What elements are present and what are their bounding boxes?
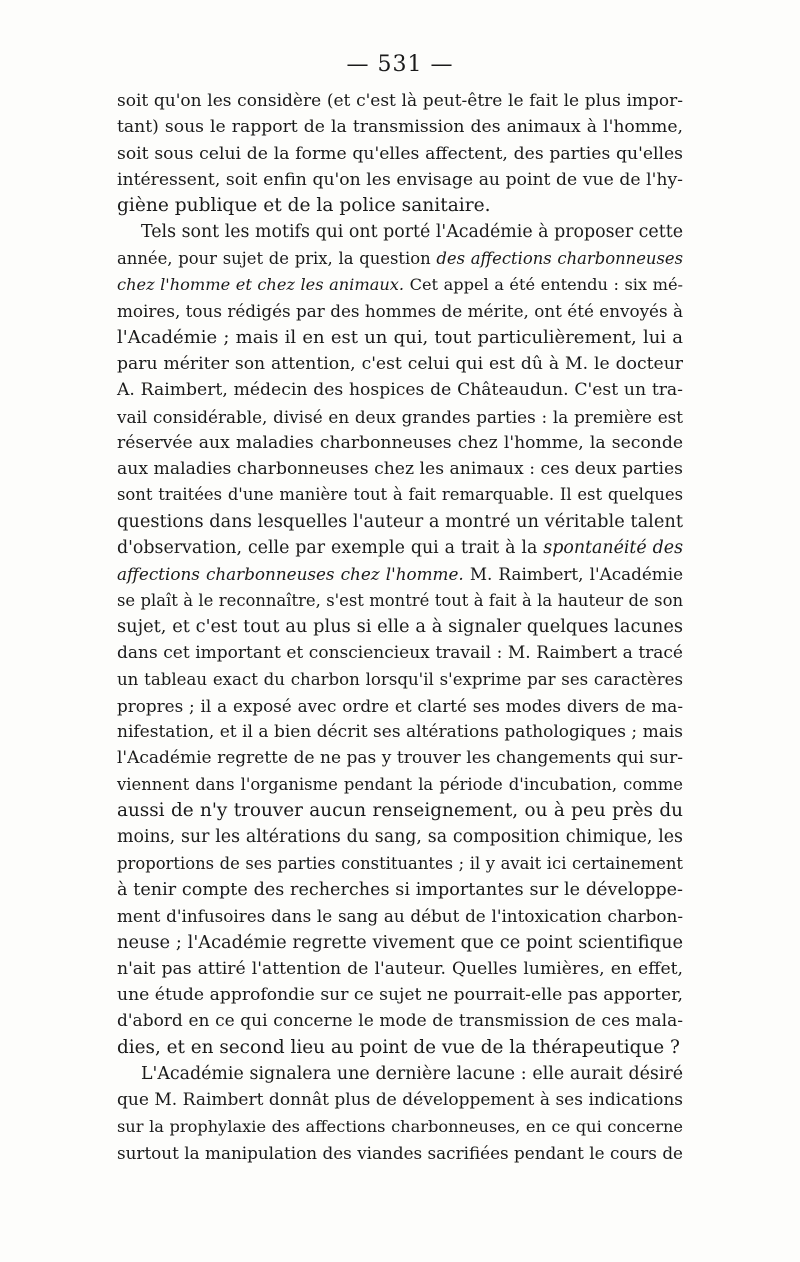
text-line xyxy=(117,219,683,245)
text-line xyxy=(117,851,683,877)
text-segment: d'abord en ce qui concerne le mode de transmission de ces mala- xyxy=(117,1011,683,1032)
text-line xyxy=(117,719,683,745)
text-line xyxy=(117,535,683,561)
text-segment: moires, tous rédigés par des hommes de mérite, ont été envoyés à xyxy=(117,301,683,322)
text-segment: sur la prophylaxie des affections charbonneuses, en ce qui concerne xyxy=(117,1116,683,1136)
text-line xyxy=(117,588,683,614)
text-segment: neuse ; l'Académie regrette vivement que ce point scientifique xyxy=(117,931,683,953)
text-line xyxy=(117,1008,683,1034)
text-segment: l'Académie regrette de ne pas y trouver les changements qui sur- xyxy=(117,748,683,769)
text-line xyxy=(117,325,683,351)
text-segment: nifestation, et il a bien décrit ses altérations pathologiques ; mais xyxy=(117,722,683,743)
text-segment: L'Académie signalera une dernière lacune : elle aurait désiré xyxy=(141,1063,683,1084)
text-segment: aussi de n'y trouver aucun renseignement, ou à peu près du xyxy=(117,800,683,822)
text-segment: moins, sur les altérations du sang, sa composition chimique, les xyxy=(117,827,683,848)
text-segment: Cet appel a été entendu : six mé- xyxy=(404,275,683,295)
body-text xyxy=(117,88,683,1166)
text-line xyxy=(117,1087,683,1113)
text-line xyxy=(117,298,683,324)
text-segment: vail considérable, divisé en deux grandes parties : la première est xyxy=(117,406,683,427)
text-segment: Tels sont les motifs qui ont porté l'Académie à proposer cette xyxy=(141,222,683,243)
text-line xyxy=(117,272,683,298)
text-line xyxy=(117,114,683,140)
text-segment: réservée aux maladies charbonneuses chez l'homme, la seconde xyxy=(117,432,683,453)
text-segment: à tenir compte des recherches si importantes sur le développe- xyxy=(117,879,683,900)
text-line xyxy=(117,824,683,850)
text-line xyxy=(117,772,683,798)
text-line xyxy=(117,1035,683,1061)
italic-text: des affections charbonneuses xyxy=(436,248,683,268)
italic-text: spontanéité des xyxy=(543,538,683,559)
text-segment: tant) sous le rapport de la transmission des animaux à l'homme, xyxy=(117,117,683,138)
text-line xyxy=(117,1114,683,1140)
text-line xyxy=(117,667,683,693)
text-segment: proportions de ses parties constituantes ; il y avait ici certainement xyxy=(117,853,683,873)
text-segment: n'ait pas attiré l'attention de l'auteur. Quelles lumières, en effet, xyxy=(117,958,683,979)
text-line xyxy=(117,141,683,167)
italic-text: affections charbonneuses chez l'homme. xyxy=(117,564,464,585)
text-line xyxy=(117,930,683,956)
page-number: — 531 — xyxy=(346,52,454,77)
text-segment: soit sous celui de la forme qu'elles affectent, des parties qu'elles xyxy=(117,143,683,164)
text-segment: ment d'infusoires dans le sang au début de l'intoxication charbon- xyxy=(117,906,683,927)
text-segment: sont traitées d'une manière tout à fait remarquable. Il est quelques xyxy=(117,485,683,505)
text-segment: soit qu'on les considère (et c'est là peut-être le fait le plus impor- xyxy=(117,91,683,111)
text-line xyxy=(117,1140,683,1166)
text-line xyxy=(117,745,683,771)
text-line xyxy=(117,1061,683,1087)
text-line xyxy=(117,509,683,535)
text-segment: se plaît à le reconnaître, s'est montré tout à fait à la hauteur de son xyxy=(117,590,683,610)
text-line xyxy=(117,377,683,403)
text-segment: d'observation, celle par exemple qui a trait à la xyxy=(117,538,544,559)
text-line xyxy=(117,614,683,640)
italic-text: chez l'homme et chez les animaux. xyxy=(117,275,405,295)
text-line xyxy=(117,456,683,482)
text-line xyxy=(117,404,683,430)
text-line xyxy=(117,956,683,982)
text-segment: l'Académie ; mais il en est un qui, tout particulièrement, lui a xyxy=(117,326,683,348)
text-line xyxy=(117,640,683,666)
text-line xyxy=(117,167,683,193)
text-segment: dans cet important et consciencieux travail : M. Raimbert a tracé xyxy=(117,643,683,664)
text-line xyxy=(117,246,683,272)
text-segment: intéressent, soit enfin qu'on les envisage au point de vue de l'hy- xyxy=(117,169,683,190)
text-line xyxy=(117,351,683,377)
text-segment: propres ; il a exposé avec ordre et clarté ses modes divers de ma- xyxy=(117,695,683,716)
text-segment: questions dans lesquelles l'auteur a montré un véritable talent xyxy=(117,510,683,532)
text-segment: une étude approfondie sur ce sujet ne pourrait-elle pas apporter, xyxy=(117,985,683,1006)
text-line xyxy=(117,982,683,1008)
text-segment: aux maladies charbonneuses chez les animaux : ces deux parties xyxy=(117,459,683,480)
text-segment: dies, et en second lieu au point de vue de la thérapeutique ? xyxy=(117,1036,680,1058)
text-segment: sujet, et c'est tout au plus si elle a à signaler quelques lacunes xyxy=(117,615,683,637)
text-line xyxy=(117,482,683,508)
text-segment: année, pour sujet de prix, la question xyxy=(117,248,437,268)
text-line xyxy=(117,903,683,929)
text-segment: M. Raimbert, l'Académie xyxy=(463,564,684,585)
text-line xyxy=(117,877,683,903)
text-line xyxy=(117,561,683,587)
text-line xyxy=(117,193,683,219)
text-line xyxy=(117,798,683,824)
text-line xyxy=(117,88,683,114)
text-segment: un tableau exact du charbon lorsqu'il s'exprime par ses caractères xyxy=(117,669,683,689)
text-line xyxy=(117,693,683,719)
text-line xyxy=(117,430,683,456)
text-segment: viennent dans l'organisme pendant la période d'incubation, comme xyxy=(117,774,683,794)
text-segment: surtout la manipulation des viandes sacrifiées pendant le cours de xyxy=(117,1142,683,1163)
text-segment: paru mériter son attention, c'est celui qui est dû à M. le docteur xyxy=(117,353,683,374)
text-segment: A. Raimbert, médecin des hospices de Châteaudun. C'est un tra- xyxy=(117,380,683,401)
text-segment: giène publique et de la police sanitaire. xyxy=(117,195,491,217)
text-segment: que M. Raimbert donnât plus de développement à ses indications xyxy=(117,1090,683,1111)
